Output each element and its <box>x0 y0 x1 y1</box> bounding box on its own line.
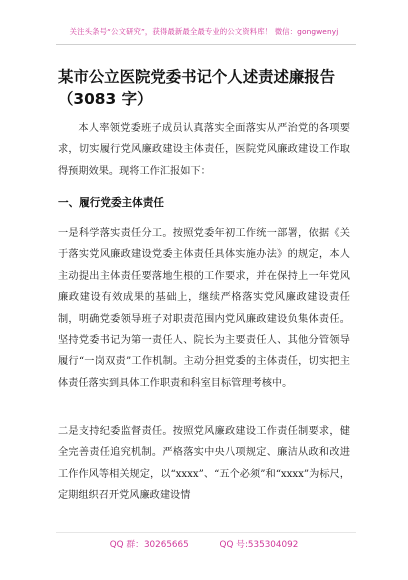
header-divider <box>56 44 356 45</box>
section-heading-1: 一、履行党委主体责任 <box>58 197 164 209</box>
footer-qq-number: QQ 号:535304092 <box>219 540 299 550</box>
paragraph-supervision-support: 二是支持纪委监督责任。按照党风廉政建设工作责任制要求，健全完善责任追究机制。严格落实中央八项规定、廉洁从政和改进工作作风等相关规定，以“xxxx”、“五个必须”和“xxxx”为标尺，定期组织召开党风廉政建设情 <box>58 426 350 502</box>
footer <box>0 537 408 550</box>
paragraph-responsibility-division: 一是科学落实责任分工。按照党委年初工作统一部署，依据《关于落实党风廉政建设党委主体责任具体实施办法》的规定，本人主动提出主体责任要落地生根的工作要求，并在保持上一年党风廉政建设有效成果的基础上，继续严格落实党风廉政建设责任制，明确党委领导班子对职责范围内党风廉政建设负集体责任。坚持党委书记为第一责任人、院长为主要责任人、其他分管领导履行“一岗双责”工作机制。主动分担党委的主体责任，切实把主体责任落实到具体工作职责和科室目标管理考核中。 <box>58 228 350 389</box>
footer-divider <box>56 532 356 533</box>
footer-qq-group: QQ 群：30265665 <box>109 540 189 550</box>
title-line-2: （3083 字） <box>58 90 153 108</box>
intro-paragraph: 本人率领党委班子成员认真落实全面落实从严治党的各项要求，切实履行党风廉政建设主体责任，医院党风廉政建设工作取得预期效果。现将工作汇报如下： <box>58 123 350 177</box>
title-line-1: 某市公立医院党委书记个人述责述廉报告 <box>58 68 336 86</box>
document-title <box>58 66 358 110</box>
header-banner: 关注头条号“公文研究”，获得最新最全最专业的公文资料库！ 微信：gongwenyj <box>69 27 339 36</box>
